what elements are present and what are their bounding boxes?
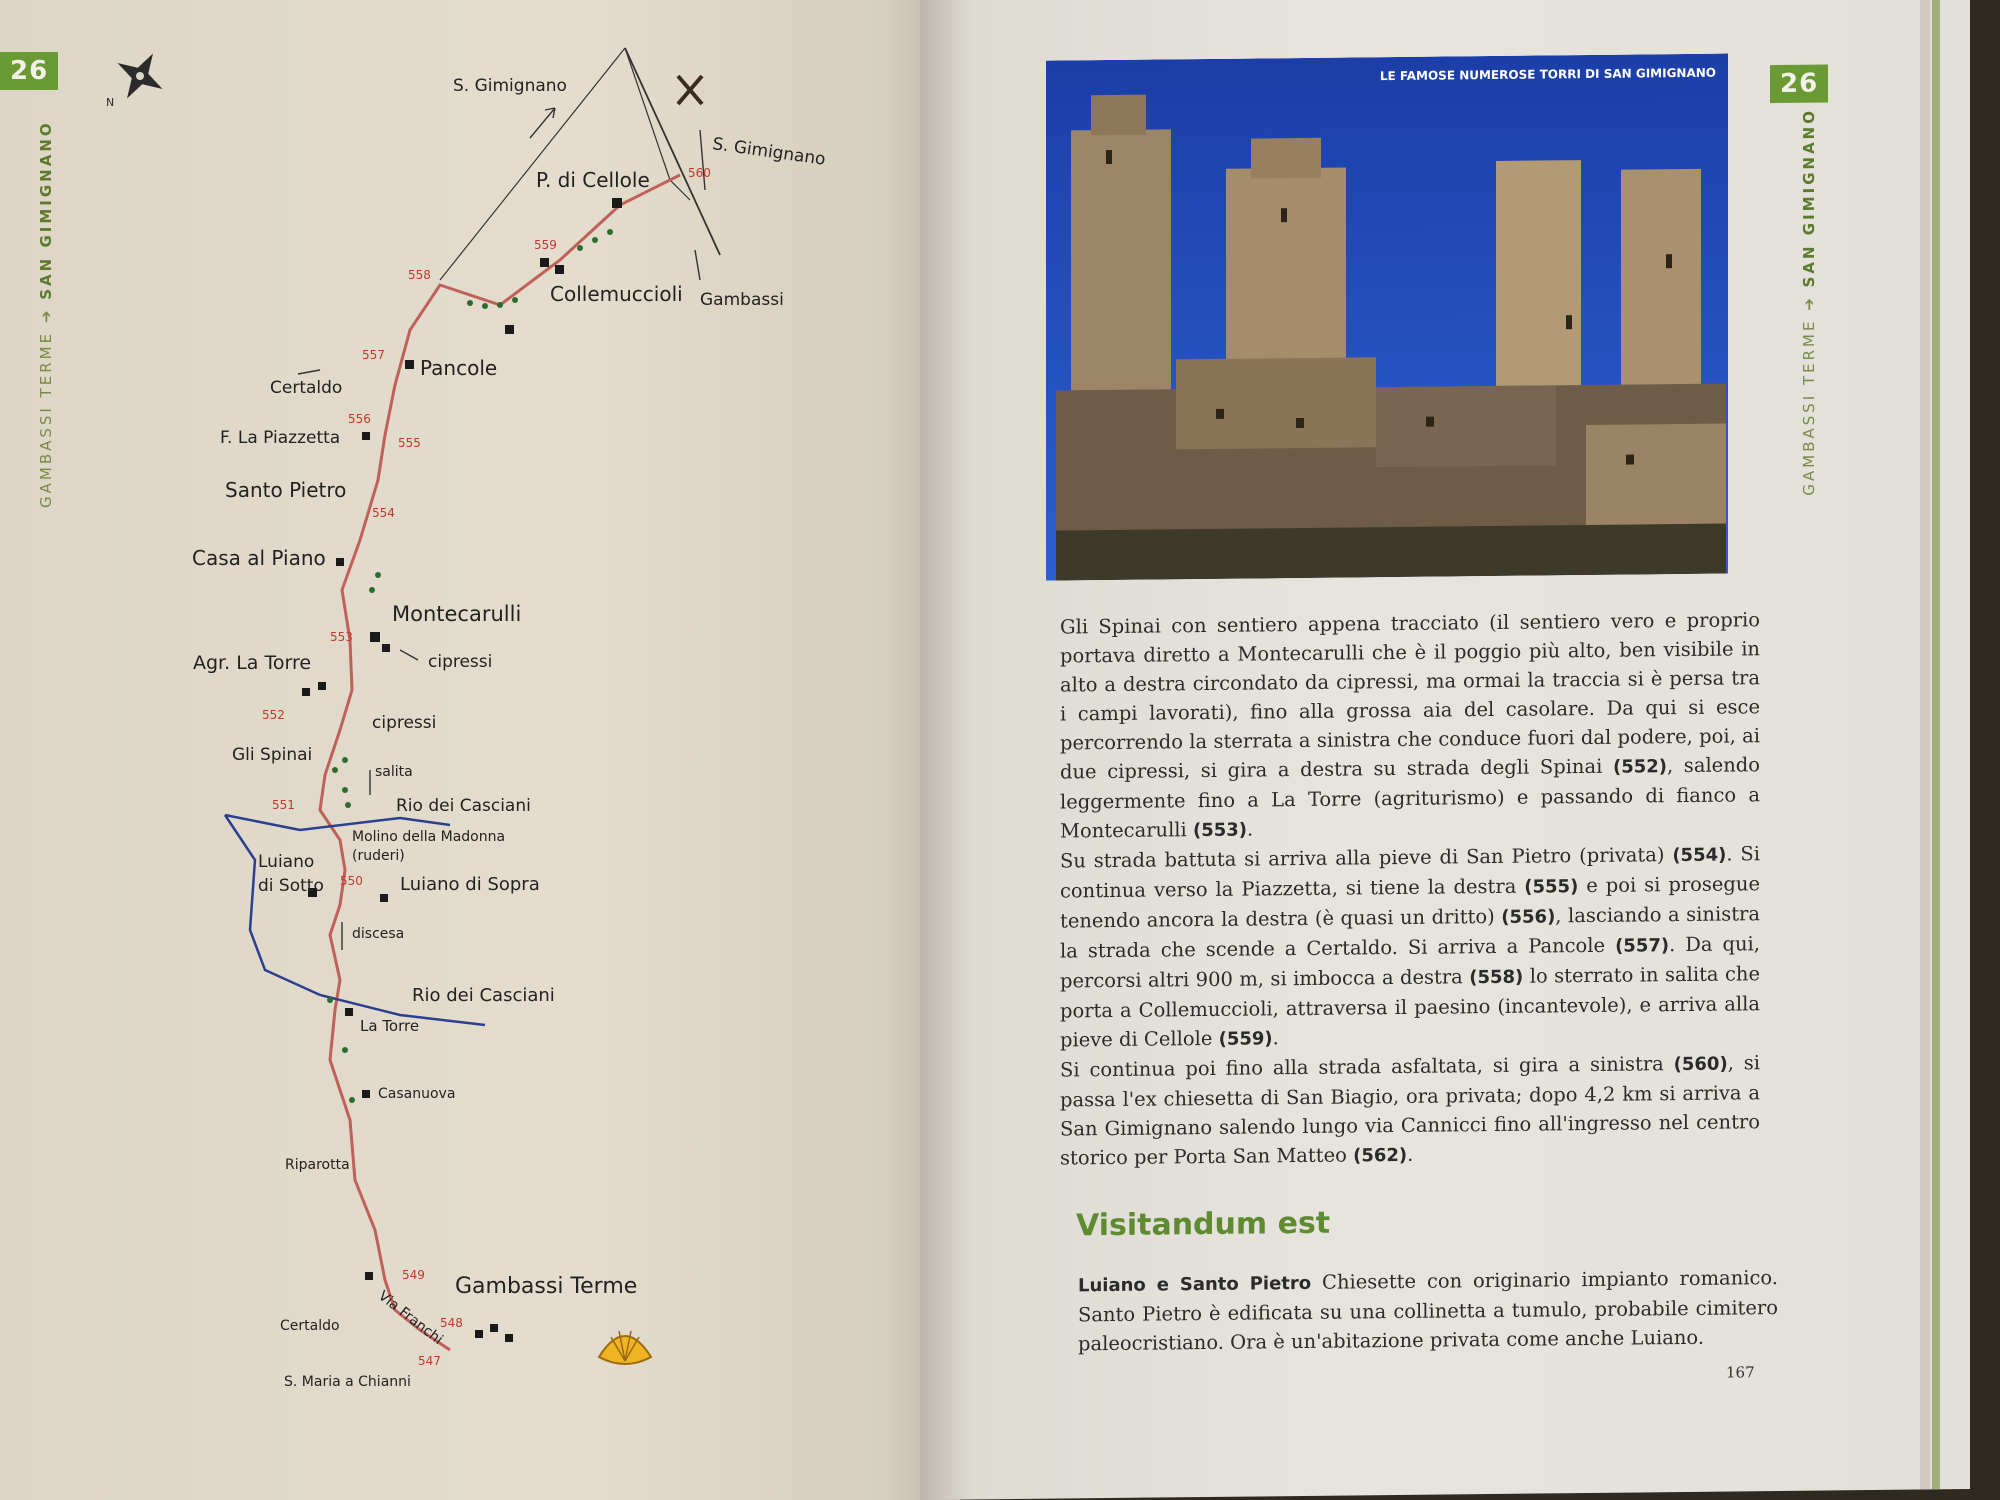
map-label-casanuova: Casanuova [378, 1086, 456, 1102]
map-label-s-gimignano-right: S. Gimignano [711, 134, 827, 170]
map-label-luiano: Luiano [258, 852, 315, 872]
map-label-certaldo-top: Certaldo [270, 378, 343, 398]
map-label-f-piazzetta: F. La Piazzetta [220, 428, 341, 448]
visitandum-text: Chiesette con originario impianto romanico. Santo Pietro è edificata su una collinetta a tumulo, probabile cimitero paleocristiano. Ora è un'abitazione privata come anche Luiano. [1078, 1266, 1778, 1356]
map-label-molino: Molino della Madonna [352, 829, 506, 845]
map-label-collemuccioli: Collemuccioli [550, 282, 683, 306]
waypoint-557: 557 [362, 348, 385, 362]
waypoint-548: 548 [440, 1316, 463, 1330]
page-edge-tab [1932, 0, 1940, 1489]
map-label-ruderi: (ruderi) [352, 848, 405, 864]
paragraph-1: Gli Spinai con sentiero appena tracciato (il sentiero vero e proprio portava diretto a Montecarulli che è il poggio più alto, ben visibile in alto a destra circondato da cipressi, ma ormai la traccia si è persa tra i campi lavorati), fino alla grossa aia del casolare. Da qui si esce percorrendo la sterrata a sinistra che conduce fuori dal podere, poi, ai due cipressi, si gira a destra su strada degli Spinai (552), salendo leggermente fino a La Torre (agriturismo) e passando di fianco a Montecarulli (553). [1060, 608, 1761, 843]
visitandum-paragraph [1078, 1263, 1778, 1358]
tab-from: GAMBASSI TERME [37, 330, 55, 508]
chapter-number-badge-right: 26 [1770, 64, 1828, 103]
crossed-tools-icon [678, 76, 702, 104]
map-label-p-cellole: P. di Cellole [536, 168, 650, 192]
waypoint-547: 547 [418, 1354, 441, 1368]
tab-arrow: ➔ [37, 307, 55, 324]
waypoint-554: 554 [372, 506, 395, 520]
waypoint-553: 553 [330, 630, 353, 644]
chapter-route-tab-right [1800, 108, 1818, 496]
waypoint-549: 549 [402, 1268, 425, 1282]
map-label-discesa: discesa [352, 926, 405, 942]
map-label-gambassi: Gambassi [700, 290, 784, 310]
waypoint-558: 558 [408, 268, 431, 282]
waypoint-550: 550 [340, 874, 363, 888]
tab-to-right: SAN GIMIGNANO [1800, 107, 1818, 288]
map-label-salita: salita [375, 764, 413, 780]
page-number: 167 [1726, 1363, 1755, 1382]
tab-arrow-right: ➔ [1800, 295, 1818, 311]
page-edge [1920, 0, 1930, 1490]
map-label-via-franchi: Via Franchi [375, 1288, 446, 1348]
map-label-montecarulli: Montecarulli [392, 602, 522, 626]
map-label-cipressi-2: cipressi [372, 713, 437, 733]
photo-caption: LE FAMOSE NUMEROSE TORRI DI SAN GIMIGNANO [1379, 65, 1716, 84]
tab-to: SAN GIMIGNANO [37, 120, 55, 300]
waypoint-552: 552 [262, 708, 285, 722]
map-label-pancole: Pancole [420, 356, 498, 380]
map-label-rio-casciani-1: Rio dei Casciani [396, 796, 531, 816]
towers-photo [1046, 54, 1728, 581]
map-label-certaldo-bottom: Certaldo [280, 1318, 340, 1334]
waypoint-555: 555 [398, 436, 421, 450]
map-label-santo-pietro: Santo Pietro [225, 478, 347, 502]
waypoint-560: 560 [688, 166, 711, 180]
left-page-map [0, 0, 960, 1500]
right-page-text [920, 0, 1970, 1500]
map-label-luiano-sopra: Luiano di Sopra [400, 874, 540, 895]
tab-from-right: GAMBASSI TERME [1800, 318, 1818, 496]
map-label-casa-al-piano: Casa al Piano [192, 546, 326, 570]
map-label-rio-casciani-2: Rio dei Casciani [412, 985, 555, 1006]
chapter-number-badge: 26 [0, 52, 58, 90]
map-label-gli-spinai: Gli Spinai [232, 745, 313, 765]
waypoint-559: 559 [534, 238, 557, 252]
svg-text:N: N [106, 96, 115, 109]
map-label-riparotta: Riparotta [285, 1157, 350, 1173]
map-label-cipressi-1: cipressi [428, 652, 493, 672]
map-label-di-sotto: di Sotto [258, 876, 324, 896]
map-label-s-maria-chianni: S. Maria a Chianni [284, 1374, 411, 1390]
paragraph-3: Si continua poi fino alla strada asfaltata, si gira a sinistra (560), si passa l'ex chiesetta di San Biagio, ora privata; dopo 4,2 km si arriva a San Gimignano salendo lungo via Cannicci fino all'ingresso nel centro storico per Porta San Matteo (562). [1060, 1051, 1760, 1170]
map-label-la-torre: La Torre [360, 1017, 420, 1035]
visitandum-lead: Luiano e Santo Pietro [1078, 1272, 1312, 1297]
waypoint-551: 551 [272, 798, 295, 812]
route-description [1060, 605, 1760, 1173]
paragraph-2: Su strada battuta si arriva alla pieve di San Pietro (privata) (554). Si continua verso la Piazzetta, si tiene la destra (555) e poi si prosegue tenendo ancora la destra (è quasi un dritto) (556), lasciando a sinistra la strada che scende a Certaldo. Si arriva a Pancole (557). Da qui, percorsi altri 900 m, si imbocca a destra (558) lo sterrato in salita che porta a Collemuccioli, attraversa il paesino (incantevole), e arriva alla pieve di Cellole (559). [1060, 842, 1761, 1052]
map-label-gambassi-terme: Gambassi Terme [455, 1274, 638, 1299]
river-rio-dei-casciani [225, 815, 450, 830]
map-label-agr-la-torre: Agr. La Torre [193, 652, 312, 674]
map-label-s-gimignano-top: S. Gimignano [453, 76, 567, 96]
section-heading: Visitandum est [1076, 1205, 1331, 1244]
compass-rose-icon [104, 40, 175, 111]
waypoint-556: 556 [348, 412, 371, 426]
scallop-shell-icon [599, 1331, 651, 1364]
